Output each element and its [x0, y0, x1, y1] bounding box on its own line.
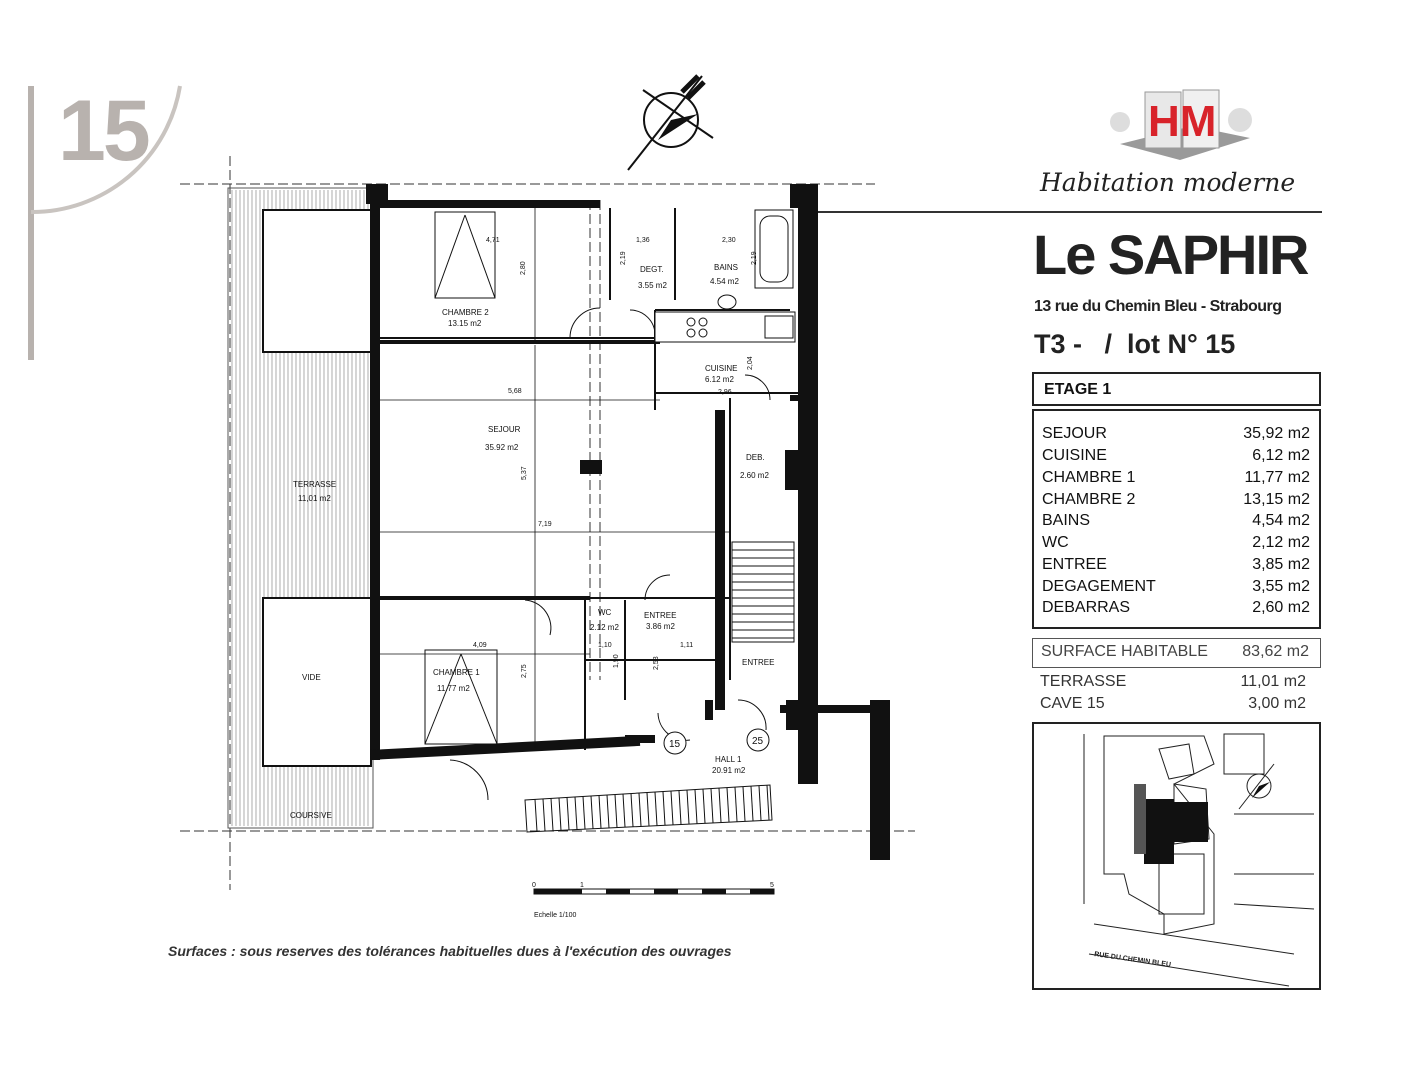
hatch-stroke — [663, 792, 665, 825]
hatch-stroke — [727, 788, 729, 822]
hatch-stroke — [543, 799, 545, 831]
site-plan-graphic — [1034, 724, 1319, 988]
door-number-25: 25 — [752, 736, 764, 747]
area-name: DEGAGEMENT — [1042, 578, 1156, 595]
room-name: VIDE — [302, 673, 321, 682]
area-row — [1042, 447, 1310, 469]
hatch-stroke — [679, 791, 681, 825]
area-value: 11,77 m2 — [1244, 469, 1310, 486]
hatch-stroke — [671, 791, 673, 824]
coursive-stairs — [525, 785, 772, 832]
dimension-label: 1,90 — [613, 654, 620, 668]
room-name: CHAMBRE 1 — [433, 668, 480, 677]
area-row — [1042, 578, 1310, 600]
room-name: SEJOUR — [488, 425, 521, 434]
room-area: 2.12 m2 — [590, 623, 619, 632]
room-area: 3.86 m2 — [646, 622, 675, 631]
dimension-label: 2,53 — [653, 656, 660, 670]
hatch-stroke — [759, 786, 761, 820]
room-area: 3.55 m2 — [638, 281, 667, 290]
room-name: ENTREE — [742, 658, 775, 667]
dimension-label: 2,19 — [751, 251, 758, 265]
area-value: 4,54 m2 — [1252, 512, 1310, 529]
hatch-stroke — [535, 799, 537, 831]
room-name: TERRASSE — [293, 480, 337, 489]
area-row — [1042, 534, 1310, 556]
dimension-label: 5,68 — [508, 388, 522, 395]
bathtub — [755, 210, 793, 288]
room-area: 2.60 m2 — [740, 471, 769, 480]
area-name: ENTREE — [1042, 556, 1107, 573]
hatch-stroke — [719, 788, 721, 822]
hm-logo — [1100, 82, 1265, 164]
staircase — [732, 542, 794, 642]
terrace-box-top — [263, 210, 371, 352]
area-name: CUISINE — [1042, 447, 1107, 464]
area-table — [1032, 409, 1321, 629]
extra-areas — [1040, 673, 1310, 717]
hatch-stroke — [567, 797, 569, 829]
total-area-box — [1032, 638, 1321, 668]
dimension-label: 7,19 — [538, 521, 552, 528]
floor-label: ETAGE 1 — [1044, 381, 1112, 398]
hatch-stroke — [751, 786, 753, 820]
door-number-markers — [664, 729, 769, 754]
dimension-label: 4,09 — [473, 642, 487, 649]
area-value: 3,55 m2 — [1252, 578, 1310, 595]
dimension-label: 2,96 — [718, 389, 732, 396]
extra-value: 3,00 m2 — [1248, 695, 1306, 712]
area-row — [1042, 512, 1310, 534]
dimension-lines — [380, 208, 730, 748]
dimension-label: 2,80 — [520, 261, 527, 275]
hatch-stroke — [615, 795, 617, 828]
dimension-label: 1,10 — [598, 642, 612, 649]
bathroom-sink — [718, 295, 736, 309]
area-row — [1042, 469, 1310, 491]
hatch-stroke — [743, 787, 745, 821]
hatch-stroke — [551, 798, 553, 830]
area-row — [1042, 556, 1310, 578]
extra-name: CAVE 15 — [1040, 695, 1105, 712]
locator-street-label: RUE DU CHEMIN BLEU — [1093, 951, 1172, 969]
area-value: 2,60 m2 — [1252, 599, 1310, 616]
room-name: BAINS — [714, 263, 739, 272]
hatch-stroke — [695, 790, 697, 824]
area-value: 6,12 m2 — [1252, 447, 1310, 464]
room-name: DEB. — [746, 453, 765, 462]
area-value: 2,12 m2 — [1252, 534, 1310, 551]
hatch-stroke — [687, 790, 689, 824]
area-row — [1042, 425, 1310, 447]
kitchen-counter — [655, 312, 795, 342]
dimension-label: 2,30 — [722, 237, 736, 244]
area-name: DEBARRAS — [1042, 599, 1131, 616]
room-name: CUISINE — [705, 364, 738, 373]
room-name: CHAMBRE 2 — [442, 308, 489, 317]
hatch-stroke — [575, 797, 577, 830]
room-area: 11,01 m2 — [298, 494, 331, 503]
dimension-label: 5,37 — [521, 466, 528, 480]
lot-number: 15 — [58, 83, 148, 179]
hatch-stroke — [631, 794, 633, 827]
dimension-label: 2,04 — [747, 356, 754, 370]
room-area: 6.12 m2 — [705, 375, 734, 384]
floor-box — [1032, 372, 1321, 406]
room-name: COURSIVE — [290, 811, 332, 820]
hatch-stroke — [591, 796, 593, 829]
area-row — [1042, 491, 1310, 513]
door-number-15: 15 — [669, 739, 681, 750]
room-area: 35.92 m2 — [485, 443, 519, 452]
hatch-stroke — [607, 795, 609, 828]
extra-name: TERRASSE — [1040, 673, 1127, 690]
hatch-stroke — [647, 793, 649, 826]
hatch-stroke — [639, 793, 641, 826]
dimension-label: 2,19 — [620, 251, 627, 265]
floor-plan — [170, 60, 930, 930]
scale-label: Echelle 1/100 — [534, 912, 577, 919]
brand-name: Habitation moderne — [1040, 168, 1296, 197]
hatch-stroke — [711, 789, 713, 823]
room-name: DEGT. — [640, 265, 664, 274]
svg-text:HM: HM — [1148, 97, 1217, 146]
beds — [425, 212, 497, 744]
room-area: 11.77 m2 — [437, 684, 470, 693]
area-name: SEJOUR — [1042, 425, 1107, 442]
total-area-row — [1041, 643, 1309, 665]
area-name: CHAMBRE 1 — [1042, 469, 1136, 486]
room-area: 20.91 m2 — [712, 766, 746, 775]
scale-tick: 1 — [580, 882, 584, 889]
total-area-value: 83,62 m2 — [1242, 643, 1309, 660]
area-value: 3,85 m2 — [1252, 556, 1310, 573]
locator-north-arrow-icon — [1239, 764, 1274, 809]
room-name: HALL 1 — [715, 755, 742, 764]
scale-bar — [532, 882, 774, 919]
dimension-label: 1,36 — [636, 237, 650, 244]
project-address: 13 rue du Chemin Bleu - Strabourg — [1034, 298, 1282, 315]
hatch-stroke — [599, 796, 601, 829]
extra-row — [1040, 673, 1308, 695]
area-value: 13,15 m2 — [1243, 491, 1310, 508]
disclaimer-text: Surfaces : sous reserves des tolérances habituelles dues à l'exécution des ouvrages — [168, 943, 732, 959]
hatch-stroke — [767, 785, 769, 819]
hatch-stroke — [583, 797, 585, 830]
area-name: BAINS — [1042, 512, 1091, 529]
hatch-stroke — [623, 794, 625, 827]
room-area: 13.15 m2 — [448, 319, 482, 328]
dimension-label: 1,11 — [680, 642, 694, 649]
vide-box — [263, 598, 371, 766]
room-name: ENTREE — [644, 611, 677, 620]
hatch-stroke — [735, 787, 737, 821]
area-value: 35,92 m2 — [1243, 425, 1310, 442]
area-row — [1042, 599, 1310, 621]
area-name: WC — [1042, 534, 1069, 551]
extra-row — [1040, 695, 1308, 717]
lot-type-line: T3 - / lot N° 15 — [1034, 329, 1236, 359]
dimension-label: 2,75 — [521, 664, 528, 678]
total-area-name: SURFACE HABITABLE — [1041, 643, 1208, 660]
room-name: WC — [598, 608, 612, 617]
extra-value: 11,01 m2 — [1240, 673, 1306, 690]
scale-tick: 5 — [770, 882, 774, 889]
walls — [366, 184, 890, 860]
hatch-stroke — [559, 798, 561, 830]
hatch-stroke — [703, 789, 705, 823]
area-name: CHAMBRE 2 — [1042, 491, 1136, 508]
room-area: 4.54 m2 — [710, 277, 739, 286]
hatch-stroke — [655, 792, 657, 825]
scale-tick: 0 — [532, 882, 536, 889]
project-title: Le SAPHIR — [1033, 223, 1308, 286]
site-locator-map — [1032, 722, 1321, 990]
dimension-label: 4,71 — [486, 237, 500, 244]
